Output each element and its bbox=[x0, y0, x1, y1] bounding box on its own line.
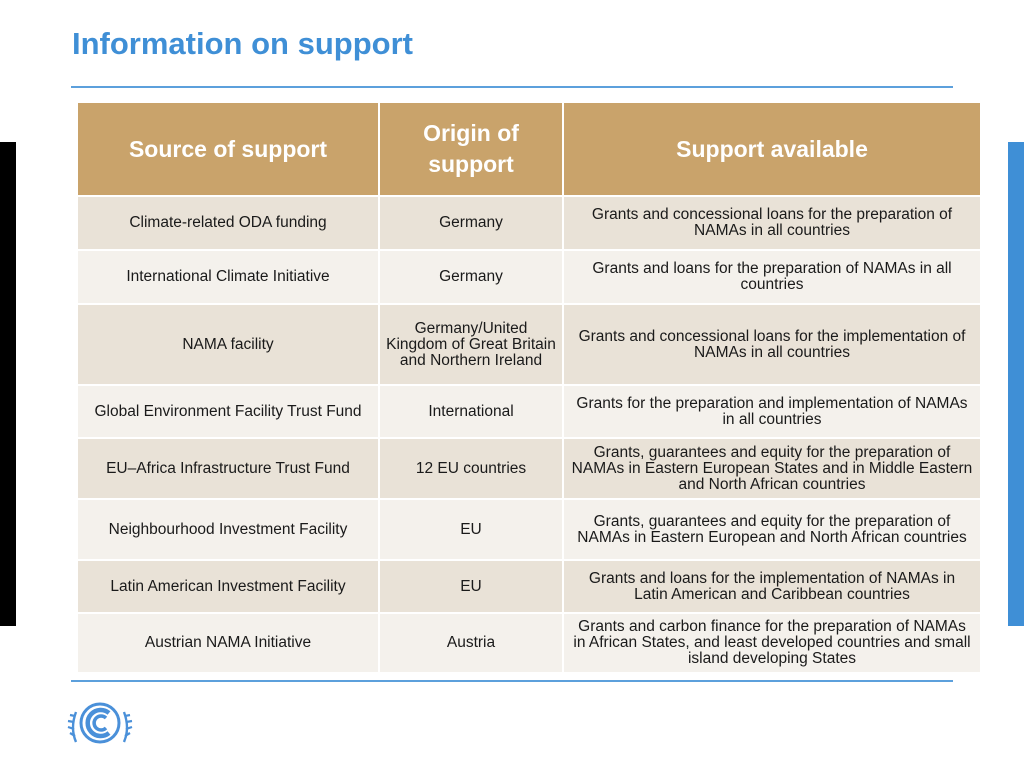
right-edge-bar bbox=[1008, 142, 1024, 626]
cell-support: Grants and concessional loans for the implementation of NAMAs in all countries bbox=[563, 304, 981, 385]
cell-origin: EU bbox=[379, 560, 563, 613]
cell-source: International Climate Initiative bbox=[77, 250, 379, 304]
support-table bbox=[76, 101, 982, 674]
cell-origin: EU bbox=[379, 499, 563, 560]
table-row bbox=[77, 438, 981, 499]
cell-origin: Germany bbox=[379, 196, 563, 250]
cell-origin: 12 EU countries bbox=[379, 438, 563, 499]
cell-source: Climate-related ODA funding bbox=[77, 196, 379, 250]
cell-source: Neighbourhood Investment Facility bbox=[77, 499, 379, 560]
cell-support: Grants and loans for the preparation of NAMAs in all countries bbox=[563, 250, 981, 304]
cell-support: Grants and carbon finance for the preparation of NAMAs in African States, and least developed countries and small island developing States bbox=[563, 613, 981, 673]
cell-source: Austrian NAMA Initiative bbox=[77, 613, 379, 673]
header-origin: Origin of support bbox=[379, 102, 563, 196]
table-row bbox=[77, 560, 981, 613]
cell-source: Latin American Investment Facility bbox=[77, 560, 379, 613]
cell-origin: International bbox=[379, 385, 563, 438]
cell-support: Grants, guarantees and equity for the preparation of NAMAs in Eastern European and North African countries bbox=[563, 499, 981, 560]
cell-support: Grants and concessional loans for the preparation of NAMAs in all countries bbox=[563, 196, 981, 250]
cell-origin: Germany bbox=[379, 250, 563, 304]
left-edge-bar bbox=[0, 142, 16, 626]
header-support: Support available bbox=[563, 102, 981, 196]
cell-source: Global Environment Facility Trust Fund bbox=[77, 385, 379, 438]
page-title: Information on support bbox=[72, 26, 413, 61]
table-row bbox=[77, 499, 981, 560]
footer-divider bbox=[71, 680, 953, 682]
table-row bbox=[77, 196, 981, 250]
cell-source: EU–Africa Infrastructure Trust Fund bbox=[77, 438, 379, 499]
table-row bbox=[77, 613, 981, 673]
title-divider bbox=[71, 86, 953, 88]
cell-support: Grants, guarantees and equity for the preparation of NAMAs in Eastern European States and in Middle Eastern and North African countries bbox=[563, 438, 981, 499]
table-row bbox=[77, 304, 981, 385]
cell-origin: Austria bbox=[379, 613, 563, 673]
table-row bbox=[77, 385, 981, 438]
table-header-row bbox=[77, 102, 981, 196]
cell-source: NAMA facility bbox=[77, 304, 379, 385]
unfccc-logo-icon bbox=[66, 696, 134, 752]
table-row bbox=[77, 250, 981, 304]
cell-support: Grants for the preparation and implementation of NAMAs in all countries bbox=[563, 385, 981, 438]
cell-support: Grants and loans for the implementation of NAMAs in Latin American and Caribbean countries bbox=[563, 560, 981, 613]
cell-origin: Germany/United Kingdom of Great Britain and Northern Ireland bbox=[379, 304, 563, 385]
header-source: Source of support bbox=[77, 102, 379, 196]
